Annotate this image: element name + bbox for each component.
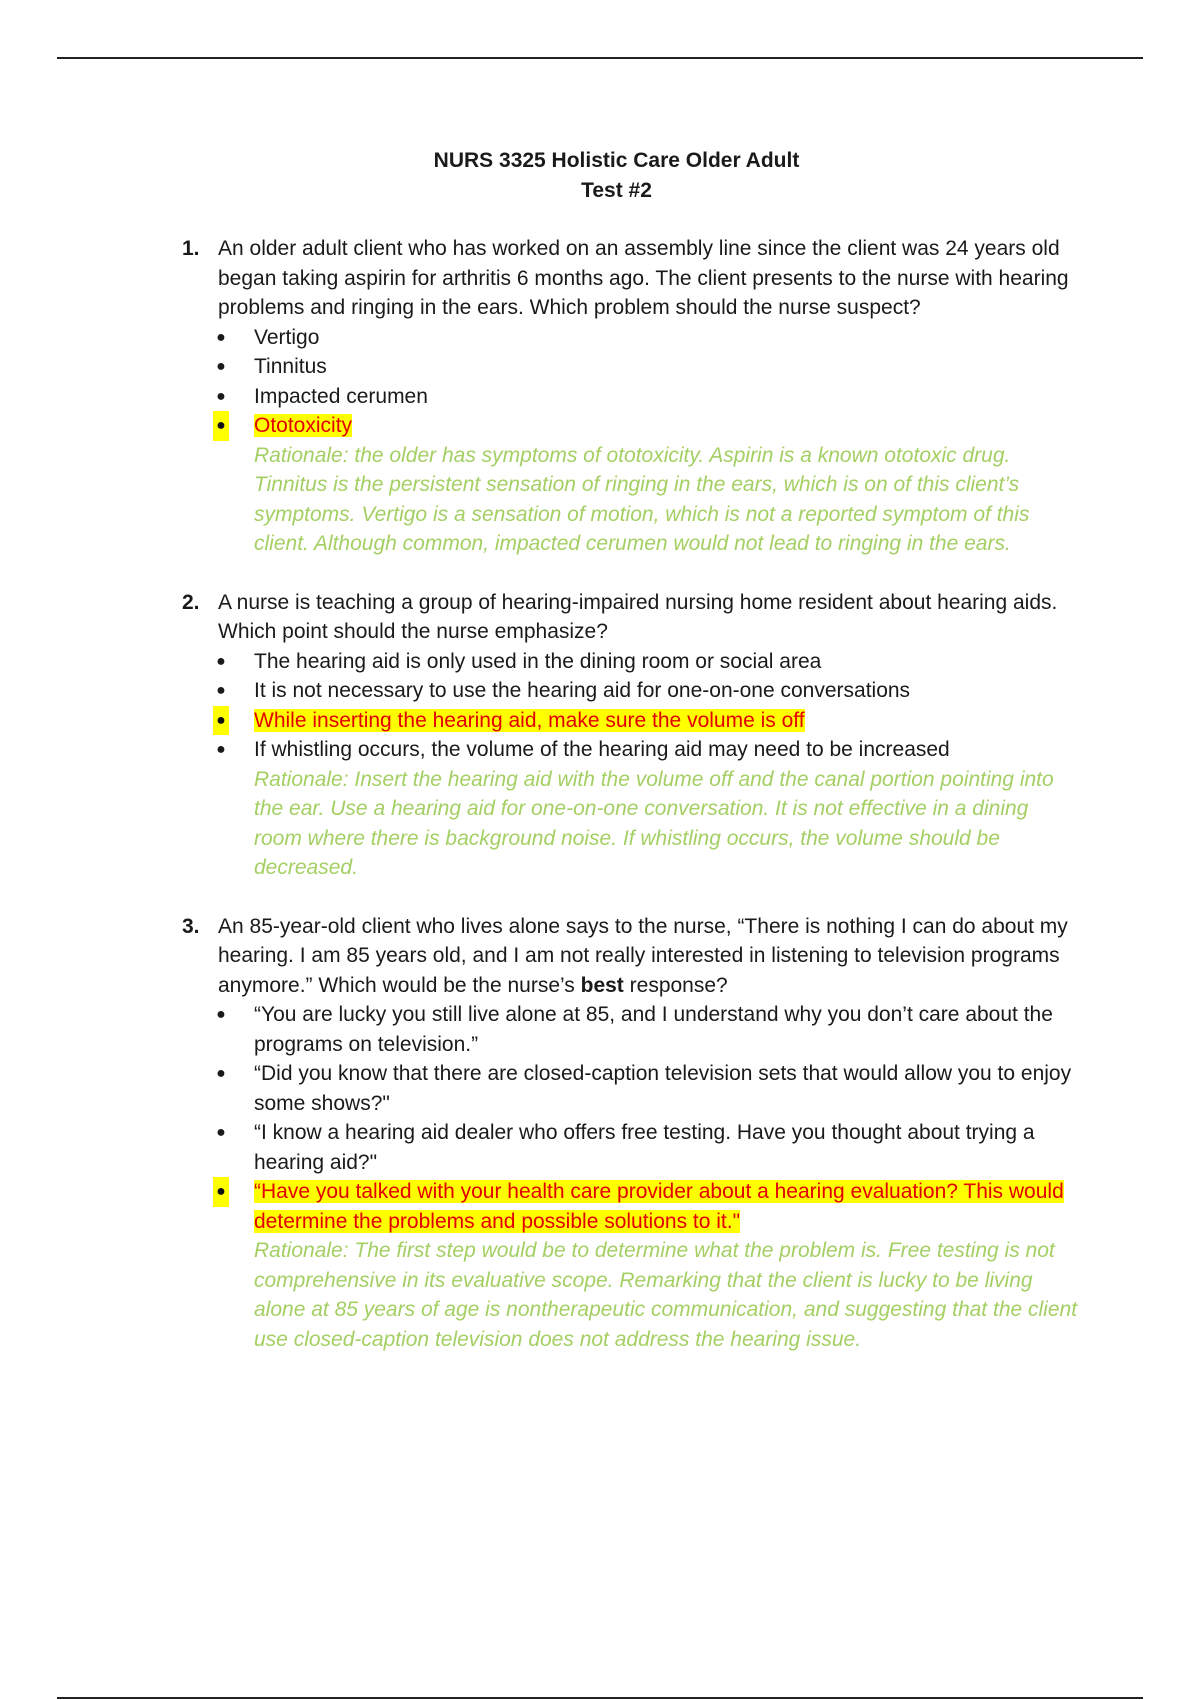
correct-answer-option: ● While inserting the hearing aid, make sure the volume is off [254,706,1082,736]
course-title: NURS 3325 Holistic Care Older Adult [433,149,800,172]
bullet-icon: ● [216,682,226,699]
question-number: 2. [182,590,200,614]
question-3 [182,912,1082,1355]
bullet-icon: ● [216,358,226,375]
test-title: Test #2 [581,179,652,202]
question-2 [182,588,1082,883]
question-number: 1. [182,237,200,260]
question-1 [182,234,1082,559]
answer-option: ● “I know a hearing aid dealer who offers free testing. Have you thought about trying a hearing aid?" [254,1118,1082,1177]
footer-rule [57,1697,1143,1699]
answer-options [182,323,1082,441]
answer-options [182,647,1082,765]
answer-option: ● Vertigo [254,323,1082,353]
question-stem: A nurse is teaching a group of hearing-impaired nursing home resident about hearing aids. Which point should the nurse emphasize? [218,590,1058,643]
answer-option: ● Tinnitus [254,352,1082,382]
rationale-text: Rationale: the older has symptoms of ototoxicity. Aspirin is a known ototoxic drug. Tinnitus is the persistent sensation of ringing in the ears, which is on of this client’s symptoms. Vertigo is a sensation of motion, which is not a reported symptom of this client. Although common, impacted cerumen would not lead to ringing in the ears. [254,443,1030,555]
rationale-text: Rationale: The first step would be to determine what the problem is. Free testing is not comprehensive in its evaluative scope. Remarking that the client is lucky to be living alone at 85 years of age is nontherapeutic communication, and suggesting that the client use closed-caption television does not address the hearing issue. [254,1239,1078,1351]
bullet-icon: ● [216,1006,226,1023]
header-rule [57,57,1143,59]
document-title [0,146,1200,206]
correct-answer-option: ● “Have you talked with your health care provider about a hearing evaluation? This would determine the problems and possible solutions to it." [254,1177,1082,1236]
rationale-text: Rationale: Insert the hearing aid with the volume off and the canal portion pointing into the ear. Use a hearing aid for one-on-one conversation. It is not effective in a dining room where there is background noise. If whistling occurs, the volume should be decreased. [254,767,1054,879]
correct-answer-option: ● Ototoxicity [254,411,1082,441]
bullet-icon: ● [216,706,226,736]
answer-option: ● Impacted cerumen [254,382,1082,412]
bullet-icon: ● [216,1065,226,1082]
bullet-icon: ● [216,387,226,405]
answer-option: ● “You are lucky you still live alone at 85, and I understand why you don’t care about the programs on television.” [254,1000,1082,1059]
answer-option: ● “Did you know that there are closed-caption television sets that would allow you to enjoy some shows?" [254,1059,1082,1118]
bullet-icon: ● [216,411,226,441]
answer-option: ● If whistling occurs, the volume of the hearing aid may need to be increased [254,735,1082,765]
answer-option: ● The hearing aid is only used in the dining room or social area [254,647,1082,677]
emphasis-word: best [580,973,624,997]
question-number: 3. [182,914,200,938]
question-stem: An 85-year-old client who lives alone says to the nurse, “There is nothing I can do about my hearing. I am 85 years old, and I am not really interested in listening to television programs anymore.” Which would be the nurse’s best response? [218,914,1068,997]
bullet-icon: ● [216,328,226,346]
question-stem: An older adult client who has worked on an assembly line since the client was 24 years old began taking aspirin for arthritis 6 months ago. The client presents to the nurse with hearing problems and ringing in the ears. Which problem should the nurse suspect? [218,237,1069,319]
answer-option: ● It is not necessary to use the hearing aid for one-on-one conversations [254,676,1082,706]
bullet-icon: ● [216,741,226,758]
question-list [182,234,1082,1383]
answer-options [182,1000,1082,1236]
bullet-icon: ● [216,1177,226,1207]
bullet-icon: ● [216,652,226,670]
bullet-icon: ● [216,1124,226,1141]
